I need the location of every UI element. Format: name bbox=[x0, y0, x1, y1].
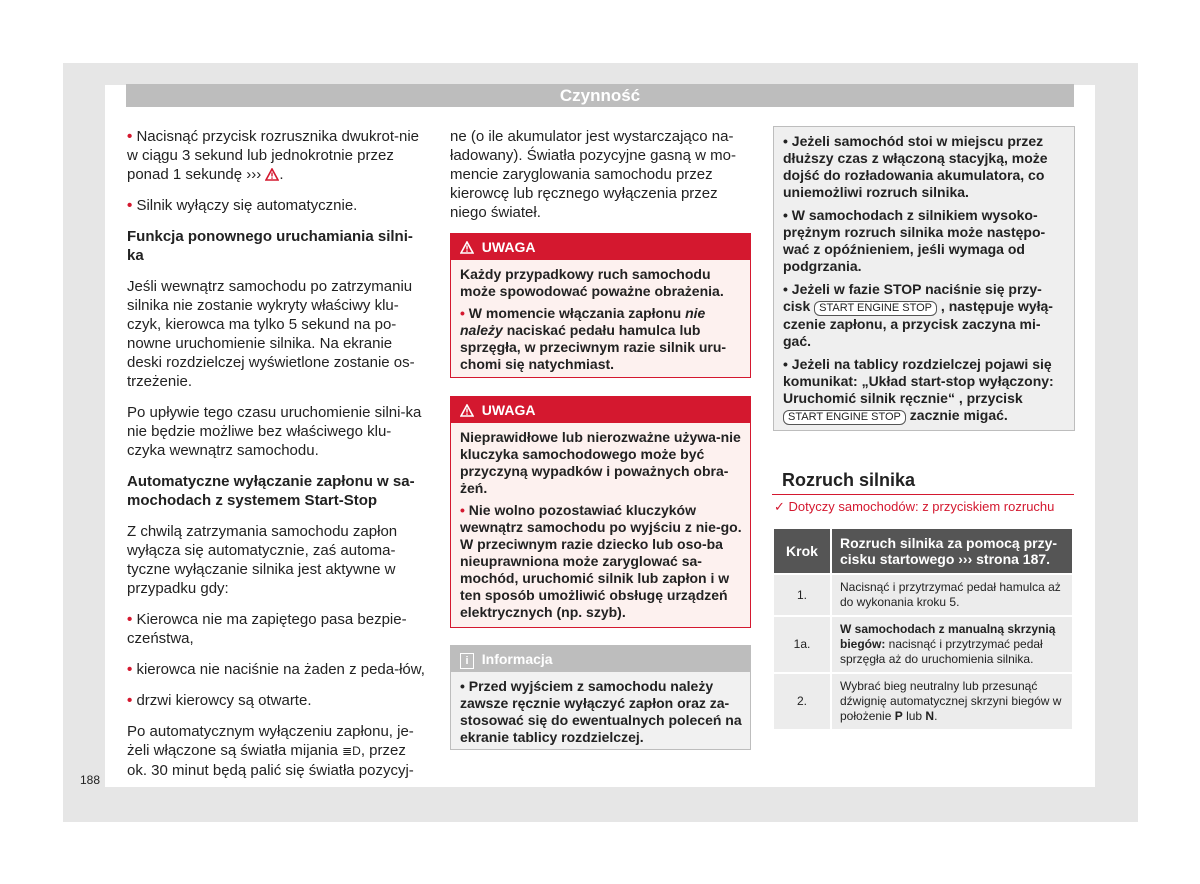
start-engine-stop-key: START ENGINE STOP bbox=[814, 301, 937, 316]
paragraph-text: Przed wyjściem z samochodu należy zawsze ręcznie wyłączyć zapłon oraz za-stosować się do ewentualnych poleceń na ekranie tablicy rozdzielczej. bbox=[460, 678, 742, 745]
paragraph: Każdy przypadkowy ruch samochodu może spowodować poważne obrażenia. bbox=[460, 266, 724, 299]
warning-title: UWAGA bbox=[481, 402, 536, 418]
step-number: 1. bbox=[773, 574, 831, 616]
list-item bbox=[127, 196, 427, 215]
paragraph: Jeśli wewnątrz samochodu po zatrzymaniu silnika nie zostanie wykryty właściwy klu-czyk, kierowca ma tylko 5 sekund na po-nowne uruchomienie silnika. Na ekranie deski rozdzielczej wyświetlone zostanie os-trzeżenie. bbox=[127, 278, 415, 390]
warning-triangle-icon bbox=[460, 404, 474, 417]
bullet-icon: • bbox=[127, 197, 133, 214]
table-row bbox=[773, 673, 1073, 730]
step-number: 1a. bbox=[773, 616, 831, 673]
note-body bbox=[774, 127, 1074, 437]
table-header-cell: Rozruch silnika za pomocą przy-cisku startowego ››› strona 187. bbox=[831, 528, 1073, 574]
emphasis-text: nie należy bbox=[460, 305, 706, 338]
warning-box bbox=[450, 396, 751, 628]
checkmark-icon: ✓ bbox=[774, 499, 785, 514]
table-header-row bbox=[773, 528, 1073, 574]
paragraph: Po upływie tego czasu uruchomienie silni-ka nie będzie możliwe bez właściwego klu-czyka wewnątrz samochodu. bbox=[127, 404, 422, 459]
table-row bbox=[773, 616, 1073, 673]
info-body bbox=[451, 672, 750, 752]
warning-header bbox=[451, 397, 750, 423]
list-item-text: Silnik wyłączy się automatycznie. bbox=[136, 197, 358, 214]
list-item-text: Nacisnąć przycisk rozrusznika dwukrot-nie w ciągu 3 sekund lub jednokrotnie przez ponad 1 sekundę ››› bbox=[127, 128, 420, 183]
list-item: • Nacisnąć przycisk rozrusznika dwukrot-nie w ciągu 3 sekund lub jednokrotnie przez ponad 1 sekundę ››› . bbox=[127, 128, 420, 183]
page-title: Czynność bbox=[126, 84, 1074, 107]
column-middle bbox=[450, 127, 750, 234]
list-item: • W samochodach z silnikiem wysoko-prężnym rozruch silnika może następo-wać z opóźnieniem, jeśli wymaga od podgrzania. bbox=[783, 207, 1046, 274]
list-item: • Jeżeli na tablicy rozdzielczej pojawi się komunikat: „Układ start-stop wyłączony: Uruchomić silnik ręcznie“ , przycisk START ENGINE STOP zacznie migać. bbox=[783, 356, 1054, 423]
note-box bbox=[773, 126, 1075, 431]
warning-header bbox=[451, 234, 750, 260]
list-item bbox=[127, 691, 427, 710]
bullet-icon: • bbox=[460, 502, 465, 518]
section-title: Rozruch silnika bbox=[782, 470, 916, 490]
list-item-text: kierowca nie naciśnie na żaden z peda-łów, bbox=[136, 661, 425, 678]
subheading: Funkcja ponownego uruchamiania silni-ka bbox=[127, 228, 413, 264]
paragraph-text: W momencie włączania zapłonu bbox=[468, 305, 686, 321]
info-box bbox=[450, 645, 751, 750]
warning-triangle-icon bbox=[460, 241, 474, 254]
section-header bbox=[772, 466, 1074, 515]
step-text-bold: W samochodach z manualną skrzynią biegów: bbox=[840, 622, 1056, 651]
step-text bbox=[831, 673, 1073, 730]
table-row bbox=[773, 574, 1073, 616]
warning-title: UWAGA bbox=[481, 239, 536, 255]
section-subtitle-text: Dotyczy samochodów: z przyciskiem rozruchu bbox=[788, 499, 1055, 514]
info-icon: i bbox=[460, 653, 474, 669]
info-header bbox=[451, 646, 750, 672]
bullet-icon: • bbox=[460, 678, 465, 694]
subheading: Automatyczne wyłączanie zapłonu w sa-mochodach z systemem Start-Stop bbox=[127, 473, 415, 509]
page-number: 188 bbox=[80, 773, 101, 787]
paragraph: Z chwilą zatrzymania samochodu zapłon wyłącza się automatycznie, zaś automa-tyczne wyłączanie silnika jest aktywne w przypadku gdy: bbox=[127, 523, 398, 597]
list-item bbox=[460, 502, 742, 621]
start-engine-stop-key: START ENGINE STOP bbox=[783, 410, 906, 425]
column-left bbox=[127, 127, 427, 792]
info-title: Informacja bbox=[481, 651, 553, 667]
step-text-bold: P bbox=[894, 709, 903, 723]
list-item: • Jeżeli samochód stoi w miejscu przez dłuższy czas z włączoną stacyjką, może dojść do rozładowania akumulatora, co uniemożliwi rozruch silnika. bbox=[783, 133, 1048, 200]
step-text bbox=[831, 616, 1073, 673]
list-item-text: drzwi kierowcy są otwarte. bbox=[136, 692, 312, 709]
paragraph-text: , następuje wyłą-czenie zapłonu, a przycisk zaczyna mi-gać. bbox=[783, 298, 1053, 349]
warning-triangle-icon bbox=[265, 168, 279, 181]
step-text-body: lub bbox=[902, 709, 926, 723]
steps-table bbox=[772, 527, 1074, 731]
step-text: Nacisnąć i przytrzymać pedał hamulca aż do wykonania kroku 5. bbox=[831, 574, 1073, 616]
list-item: • Jeżeli w fazie STOP naciśnie się przy-cisk START ENGINE STOP , następuje wyłą-czenie zapłonu, a przycisk zaczyna mi-gać. bbox=[783, 281, 1053, 349]
bullet-icon: • bbox=[127, 611, 133, 628]
list-item bbox=[127, 660, 427, 679]
step-text-body: nacisnąć i przytrzymać pedał sprzęgła aż do uruchomienia silnika. bbox=[840, 637, 1043, 666]
bullet-icon: • bbox=[127, 661, 133, 678]
bullet-icon: • bbox=[127, 692, 133, 709]
step-text-body: . bbox=[934, 709, 938, 723]
paragraph-text: Jeżeli w fazie STOP naciśnie się przy-cisk bbox=[783, 281, 1042, 314]
bullet-icon: • bbox=[460, 305, 465, 321]
warning-body bbox=[451, 260, 750, 384]
paragraph-text: Jeżeli samochód stoi w miejscu przez dłuższy czas z włączoną stacyjką, może dojść do rozładowania akumulatora, co uniemożliwi rozruch silnika. bbox=[783, 133, 1048, 200]
paragraph: ne (o ile akumulator jest wystarczająco na-ładowany). Światła pozycyjne gasną w mo-mencie zaryglowania samochodu przez kierowcę lub ręcznego wyłączenia przez niego świateł. bbox=[450, 128, 736, 221]
paragraph-text: zacznie migać. bbox=[909, 407, 1008, 423]
list-item bbox=[127, 610, 427, 648]
bullet-icon: • bbox=[127, 128, 133, 145]
list-item bbox=[460, 305, 742, 373]
paragraph-text: naciskać pedału hamulca lub sprzęgła, w przeciwnym razie silnik uru-chomi się natychmiast. bbox=[460, 322, 727, 372]
warning-box bbox=[450, 233, 751, 378]
list-item-text: Kierowca nie ma zapiętego pasa bezpie-czeństwa, bbox=[127, 611, 407, 647]
paragraph bbox=[127, 722, 427, 780]
table-header-cell: Krok bbox=[773, 528, 831, 574]
paragraph-text: Jeżeli na tablicy rozdzielczej pojawi się komunikat: „Układ start-stop wyłączony: Uruchomić silnik ręcznie“ , przycisk bbox=[783, 356, 1054, 406]
paragraph: Nieprawidłowe lub nierozważne używa-nie kluczyka samochodowego może być przyczyną wypadków i poważnych obra-żeń. bbox=[460, 429, 741, 496]
step-text-body: Wybrać bieg neutralny lub przesunąć dźwignię automatycznej skrzyni biegów w położenie bbox=[840, 679, 1062, 723]
warning-body bbox=[451, 423, 750, 632]
step-text-bold: N bbox=[925, 709, 935, 723]
paragraph-text: , przez ok. 30 minut będą palić się światła pozycyj- bbox=[127, 742, 414, 779]
section-subtitle bbox=[772, 495, 1074, 515]
low-beam-icon: ≣D bbox=[342, 744, 361, 758]
paragraph-text: Po automatycznym wyłączeniu zapłonu, je-żeli włączone są światła mijania bbox=[127, 723, 414, 759]
step-number: 2. bbox=[773, 673, 831, 730]
paragraph-text: Nie wolno pozostawiać kluczyków wewnątrz samochodu po wyjściu z nie-go. W przeciwnym razie dziecko lub oso-ba nieuprawniona może zaryglować sa-mochód, uruchomić silnik lub zapłon i w ten sposób umożliwić obsługę urządzeń elektrycznych (np. szyb). bbox=[460, 502, 742, 620]
paragraph-text: W samochodach z silnikiem wysoko-prężnym rozruch silnika może następo-wać z opóźnieniem, jeśli wymaga od podgrzania. bbox=[783, 207, 1046, 274]
